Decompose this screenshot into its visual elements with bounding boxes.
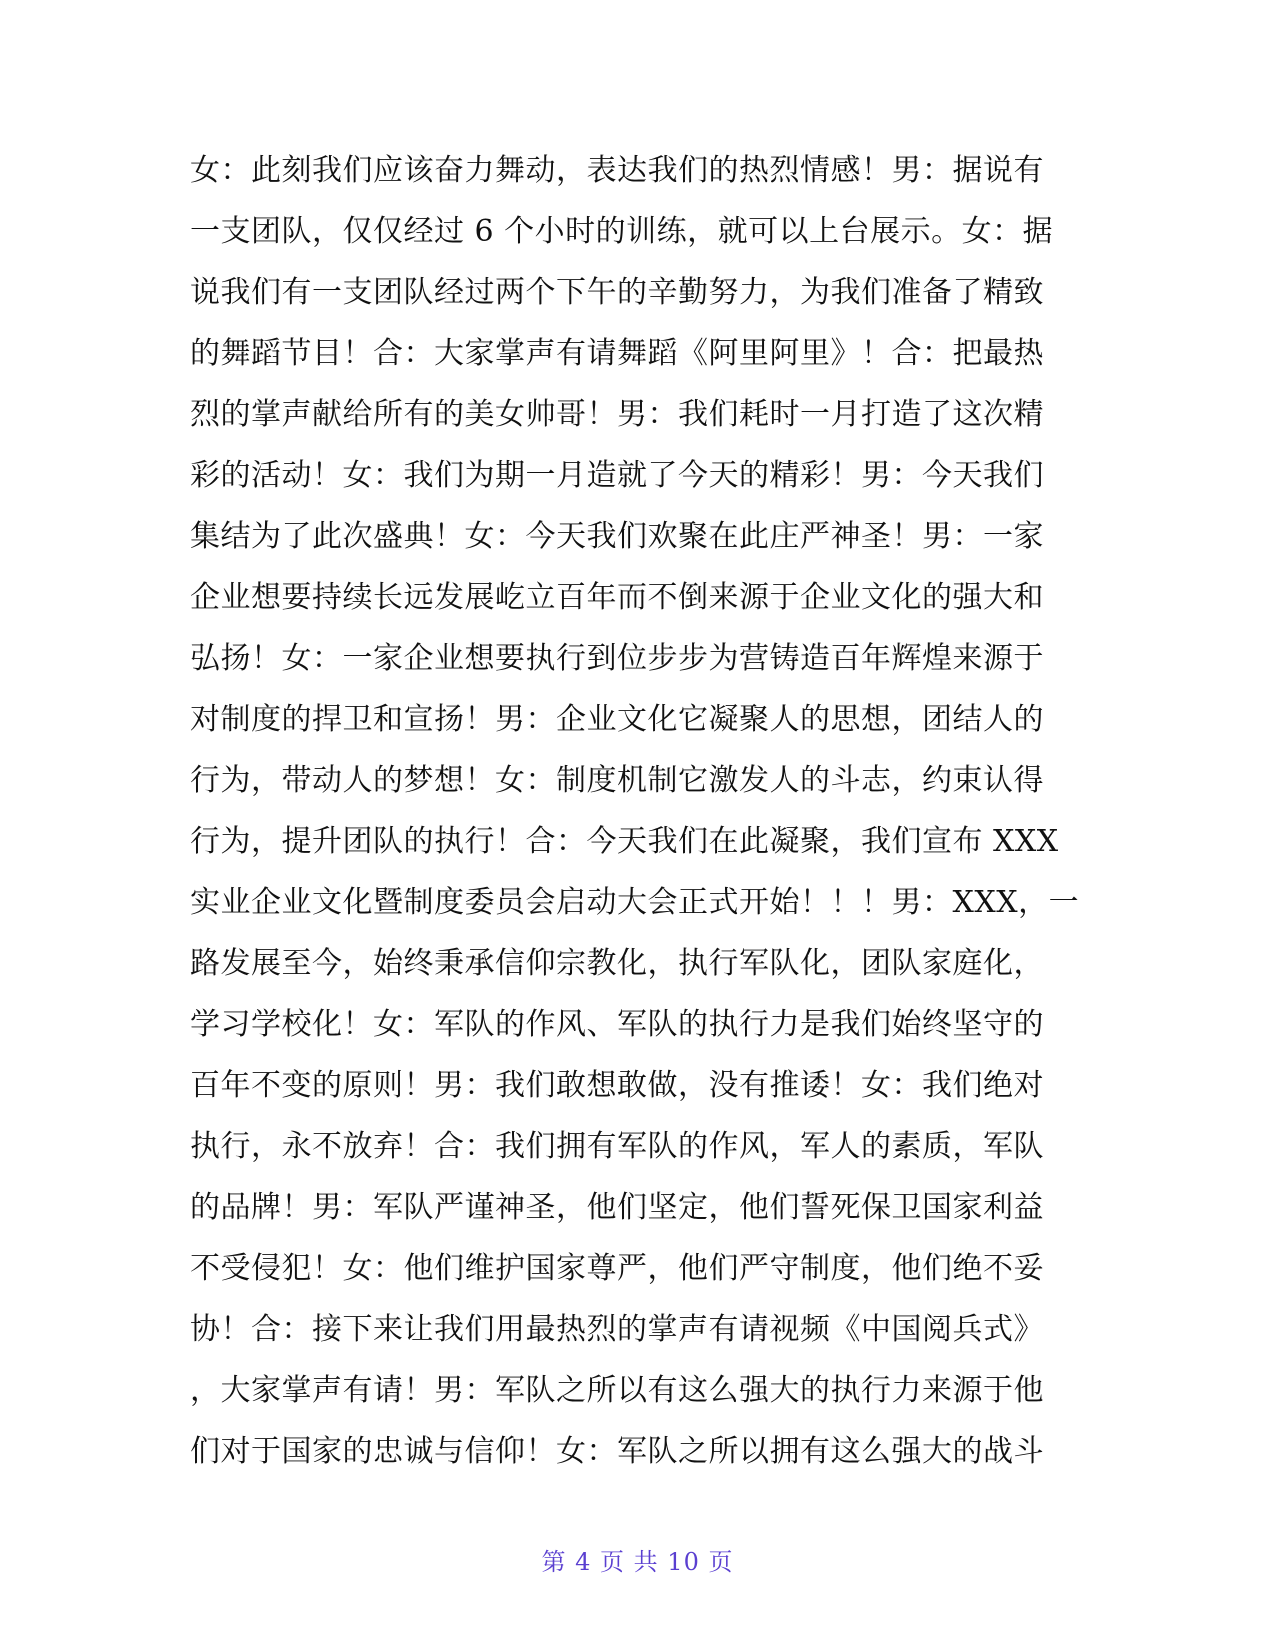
text-line: 对制度的捍卫和宣扬！男：企业文化它凝聚人的思想，团结人的 <box>190 702 1044 737</box>
text-line: 实业企业文化暨制度委员会启动大会正式开始！！！男：XXX，一 <box>190 885 1080 920</box>
text-line: 说我们有一支团队经过两个下午的辛勤努力，为我们准备了精致 <box>190 275 1044 310</box>
text-line: 企业想要持续长远发展屹立百年而不倒来源于企业文化的强大和 <box>190 580 1044 615</box>
text-line: 行为，提升团队的执行！合：今天我们在此凝聚，我们宣布 XXX <box>190 824 1059 859</box>
text-line: 彩的活动！女：我们为期一月造就了今天的精彩！男：今天我们 <box>190 458 1044 493</box>
text-line: 女：此刻我们应该奋力舞动，表达我们的热烈情感！男：据说有 <box>190 153 1044 188</box>
text-line: 不受侵犯！女：他们维护国家尊严，他们严守制度，他们绝不妥 <box>190 1251 1044 1286</box>
text-line: 集结为了此次盛典！女：今天我们欢聚在此庄严神圣！男：一家 <box>190 519 1044 554</box>
text-line: 的舞蹈节目！合：大家掌声有请舞蹈《阿里阿里》！合：把最热 <box>190 336 1044 371</box>
text-line: 协！合：接下来让我们用最热烈的掌声有请视频《中国阅兵式》 <box>190 1312 1044 1347</box>
text-line: 们对于国家的忠诚与信仰！女：军队之所以拥有这么强大的战斗 <box>190 1434 1044 1469</box>
text-line: ，大家掌声有请！男：军队之所以有这么强大的执行力来源于他 <box>190 1373 1044 1408</box>
text-line: 学习学校化！女：军队的作风、军队的执行力是我们始终坚守的 <box>190 1007 1044 1042</box>
page-number-footer: 第 4 页 共 10 页 <box>541 1548 734 1576</box>
text-line: 一支团队，仅仅经过 6 个小时的训练，就可以上台展示。女：据 <box>190 214 1054 249</box>
text-line: 弘扬！女：一家企业想要执行到位步步为营铸造百年辉煌来源于 <box>190 641 1044 676</box>
text-line: 行为，带动人的梦想！女：制度机制它激发人的斗志，约束认得 <box>190 763 1044 798</box>
text-line: 百年不变的原则！男：我们敢想敢做，没有推诿！女：我们绝对 <box>190 1068 1044 1103</box>
text-line: 的品牌！男：军队严谨神圣，他们坚定，他们誓死保卫国家利益 <box>190 1190 1044 1225</box>
text-line: 烈的掌声献给所有的美女帅哥！男：我们耗时一月打造了这次精 <box>190 397 1044 432</box>
body-text <box>190 140 1090 1482</box>
text-line: 执行，永不放弃！合：我们拥有军队的作风，军人的素质，军队 <box>190 1129 1044 1164</box>
text-line: 路发展至今，始终秉承信仰宗教化，执行军队化，团队家庭化， <box>190 946 1044 981</box>
